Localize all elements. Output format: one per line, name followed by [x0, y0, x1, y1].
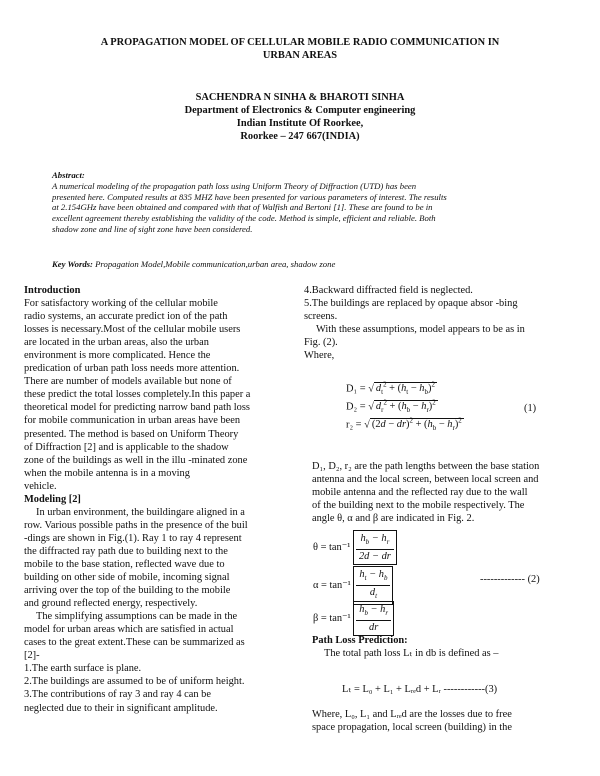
abstract-line: at 2.154GHz have been obtained and compared with that of Walfish and Bertoni [1]. These are found to be in [52, 202, 433, 213]
simplify-line: model for urban areas which are satisfied in actual [24, 624, 234, 636]
intro-line: radio systems, an accurate predict ion of the path [24, 311, 228, 323]
keywords [52, 259, 552, 269]
assume-line: Fig. (2). [304, 337, 338, 349]
modeling-heading: Modeling [2] [24, 493, 81, 505]
eq2-label: θ = tan⁻¹ [313, 541, 351, 553]
simplify-line: 1.The earth surface is plane. [24, 663, 142, 675]
intro-line: of Diffraction [2] and is applicable to the shadow [24, 441, 229, 453]
title-line-1: A PROPAGATION MODEL OF CELLULAR MOBILE RADIO COMMUNICATION IN [100, 37, 500, 48]
abstract-heading: Abstract: [52, 170, 85, 180]
abstract [52, 170, 552, 235]
left-column [24, 284, 290, 715]
assumption-line: screens. [304, 311, 338, 323]
author-block [60, 91, 540, 143]
right-column [304, 284, 570, 362]
intro-line: For satisfactory working of the cellular mobile [24, 298, 218, 310]
intro-heading: Introduction [24, 285, 81, 296]
final-line: space propagation, local screen (building) in the [312, 722, 512, 734]
equation-2-number: ------------- (2) [480, 574, 540, 585]
modeling-line: the diffracted ray path due to building next to the [24, 545, 228, 557]
equation-2-beta: β = tan⁻¹ $\frac{h_b - h_r}{dr}$ [313, 601, 394, 636]
simplify-line: cases to the great extent.These can be summarized as [24, 637, 245, 649]
title-line-2: URBAN AREAS [262, 50, 338, 61]
simplify-line: [2]- [24, 650, 40, 662]
intro-line: theoretical model for predicting narrow band path loss [24, 402, 250, 414]
equation-2-alpha: α = tan⁻¹ $\frac{h_t - h_b}{d_t}$ [313, 566, 393, 605]
simplify-line: The simplifying assumptions can be made in the [36, 611, 238, 623]
intro-line: losses is necessary.Most of the cellular mobile users [24, 324, 241, 336]
modeling-line: In urban environment, the buildingare aligned in a [36, 506, 245, 518]
abstract-line: shadow zone and line of sight zone have been considered. [52, 223, 253, 234]
assume-line: With these assumptions, model appears to be as in [316, 324, 525, 336]
paper-title [60, 36, 540, 62]
intro-line: these predict the total losses completely.In this paper a [24, 389, 251, 401]
keywords-label: Key Words: [52, 259, 93, 269]
intro-line: are located in the urban areas, also the urban [24, 337, 209, 349]
eq1-label: D₁ = [346, 383, 366, 395]
department: Department of Electronics & Computer engineering [184, 105, 416, 116]
simplify-line: neglected due to their in significant amplitude. [24, 702, 218, 714]
desc-line: of the building next to the mobile respectively. The [312, 500, 525, 512]
modeling-line: building on other side of mobile, incoming signal [24, 572, 230, 584]
equation-1-line-r2: r₂ = √ $(2d - dr)^2 + (h_b - h_r)^2$ [346, 417, 462, 433]
modeling-line: -dings are shown in Fig.(1). Ray 1 to ray 4 represent [24, 532, 242, 544]
path-loss-heading: Path Loss Prediction: [312, 635, 408, 646]
final-paragraph [312, 708, 572, 734]
abstract-line: excellent agreement thereby establishing the validity of the code. Method is simple, efficient and reliable. Both [52, 213, 436, 224]
equation-1-number: (1) [524, 403, 537, 414]
abstract-line: A numerical modeling of the propagation path loss using Uniform Theory of Diffraction (UTD) has been [52, 180, 417, 191]
assumption-line: 4.Backward diffracted field is neglected. [304, 285, 473, 296]
intro-line: zone of the buildings as well in the illu -minated zone [24, 454, 248, 466]
abstract-line: presented here. Computed results at 835 MHZ have been presented for various parameters of interest. The results [52, 191, 447, 202]
eq1-label: D₂ = [346, 401, 366, 413]
eq1-label: r₂ = [346, 419, 362, 431]
path-description [312, 460, 572, 525]
equation-3: Lₜ = L₀ + L₁ + Lᵣₑd + Lᵣ ------------(3) [342, 684, 498, 695]
modeling-line: mobile to the base station, reflected wave due to [24, 558, 225, 570]
modeling-line: and ground reflected energy, respectively. [24, 598, 198, 610]
equation-1-line-d2: D₂ = √ $d_r^2 + (h_b - h_r)^2$ [346, 399, 436, 415]
desc-line: antenna and the local screen, between local screen and [312, 474, 539, 486]
eq2-label: α = tan⁻¹ [313, 579, 351, 591]
institute: Indian Institute Of Roorkee, [236, 118, 364, 129]
equation-2-theta: θ = tan⁻¹ $\frac{h_b - h_r}{2d - dr}$ [313, 530, 397, 565]
path-loss-section [312, 634, 572, 660]
eq2-label: β = tan⁻¹ [313, 612, 351, 624]
author-names: SACHENDRA N SINHA & BHAROTI SINHA [195, 92, 405, 103]
modeling-line: arriving over the top of the building to the mobile [24, 585, 231, 597]
intro-line: presented. The method is based on Uniform Theory [24, 428, 239, 440]
intro-line: when the mobile antenna is in a moving [24, 467, 190, 479]
final-line: Where, L₀, L₁ and Lᵣₑd are the losses due to free [312, 709, 512, 720]
intro-line: There are number of models available but none of [24, 376, 232, 388]
equation-1-line-d1: D₁ = √ $d_t^2 + (h_t - h_b)^2$ [346, 381, 435, 397]
desc-line: angle θ, α and β are indicated in Fig. 2. [312, 513, 475, 525]
simplify-line: 2.The buildings are assumed to be of uniform height. [24, 676, 245, 688]
assume-line: Where, [304, 350, 335, 362]
intro-line: for mobile communication in urban areas have been [24, 415, 241, 427]
keywords-text: Propagation Model,Mobile communication,urban area, shadow zone [95, 259, 336, 269]
assumption-line: 5.The buildings are replaced by opaque absor -bing [304, 298, 518, 310]
simplify-line: 3.The contributions of ray 3 and ray 4 can be [24, 689, 211, 701]
intro-line: predication of urban path loss needs more attention. [24, 363, 240, 375]
desc-line: mobile antenna and the reflected ray due to the wall [312, 487, 528, 499]
address: Roorkee – 247 667(INDIA) [240, 131, 360, 142]
intro-line: vehicle. [24, 480, 57, 492]
desc-line: D₁, D₂, r₂ are the path lengths between the base station [312, 461, 540, 472]
intro-line: environment is more complicated. Hence the [24, 350, 211, 362]
modeling-line: row. Various possible paths in the presence of the buil [24, 519, 248, 531]
path-loss-line: The total path loss Lₜ in db is defined as – [324, 648, 499, 660]
